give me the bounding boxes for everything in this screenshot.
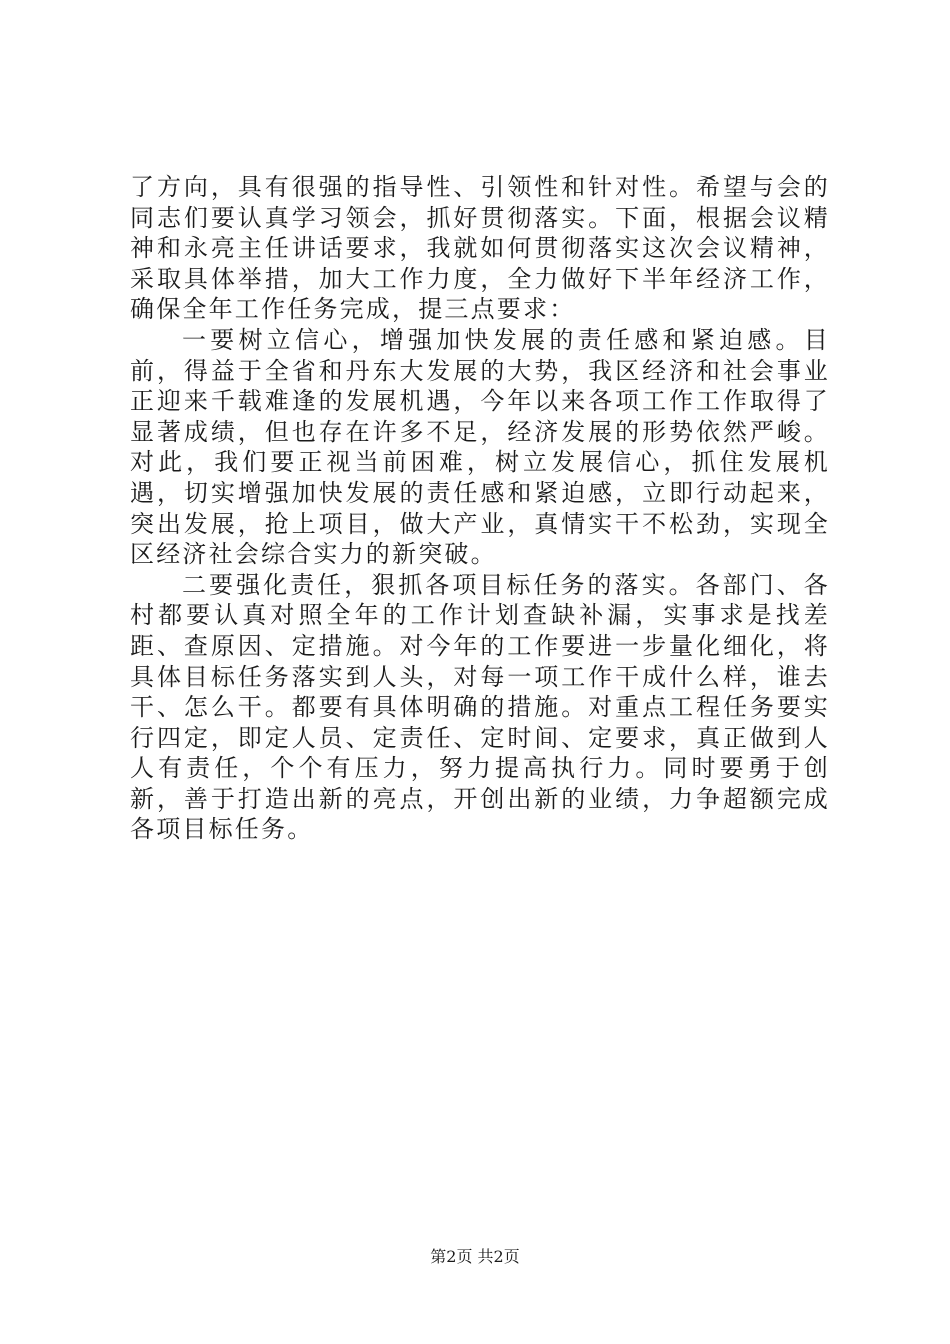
page-number-footer: 第2页 共2页 xyxy=(430,1247,520,1266)
document-body xyxy=(130,172,830,845)
paragraph-continuation: 了方向，具有很强的指导性、引领性和针对性。希望与会的同志们要认真学习领会，抓好贯彻落实。下面，根据会议精神和永亮主任讲话要求，我就如何贯彻落实这次会议精神，采取具体举措，加大工作力度，全力做好下半年经济工作，确保全年工作任务完成，提三点要求： xyxy=(130,173,830,324)
paragraph-requirement-two: 二要强化责任，狠抓各项目标任务的落实。各部门、各村都要认真对照全年的工作计划查缺补漏，实事求是找差距、查原因、定措施。对今年的工作要进一步量化细化，将具体目标任务落实到人头，对每一项工作干成什么样，谁去干、怎么干。都要有具体明确的措施。对重点工程任务要实行四定，即定人员、定责任、定时间、定要求，真正做到人人有责任，个个有压力，努力提高执行力。同时要勇于创新，善于打造出新的亮点，开创出新的业绩，力争超额完成各项目标任务。 xyxy=(130,570,830,844)
paragraph-requirement-one: 一要树立信心，增强加快发展的责任感和紧迫感。目前，得益于全省和丹东大发展的大势，我区经济和社会事业正迎来千载难逢的发展机遇，今年以来各项工作工作取得了显著成绩，但也存在许多不足，经济发展的形势依然严峻。对此，我们要正视当前困难，树立发展信心，抓住发展机遇，切实增强加快发展的责任感和紧迫感，立即行动起来，突出发展，抢上项目，做大产业，真情实干不松劲，实现全区经济社会综合实力的新突破。 xyxy=(130,325,830,569)
